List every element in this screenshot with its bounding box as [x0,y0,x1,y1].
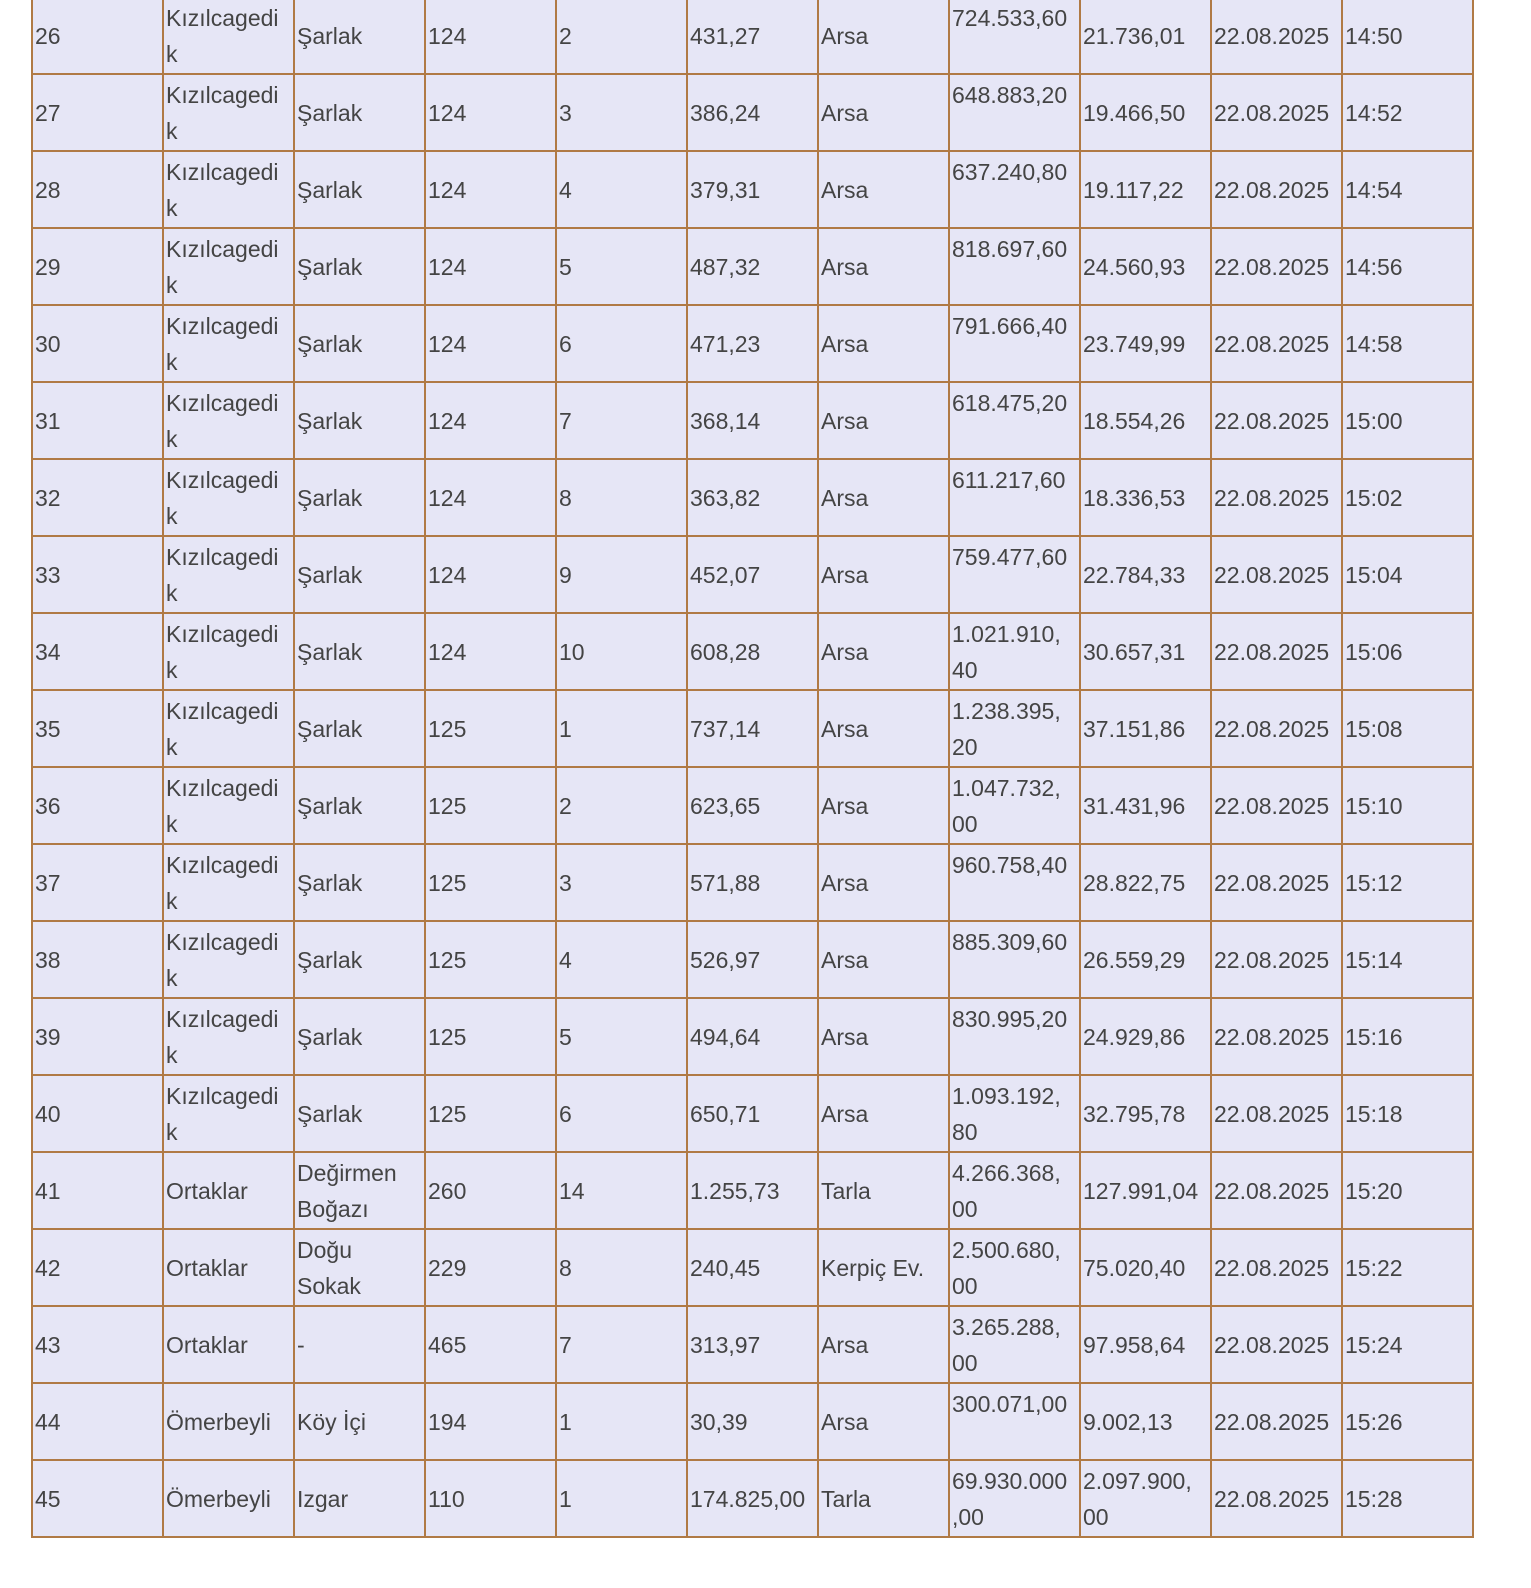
cell-deposit: 32.795,78 [1080,1075,1211,1152]
cell-area: 174.825,00 [687,1460,818,1537]
cell-neighborhood: Kızılcagedi k [163,151,294,228]
cell-neighborhood: Kızılcagedi k [163,536,294,613]
cell-row-number: 31 [32,382,163,459]
cell-estimated-value: 1.021.910, 40 [949,613,1080,690]
cell-time: 15:06 [1342,613,1473,690]
cell-time: 14:52 [1342,74,1473,151]
cell-parcel: 1 [556,1460,687,1537]
table-row [32,151,1473,228]
cell-estimated-value: 1.238.395, 20 [949,690,1080,767]
table-row [32,536,1473,613]
cell-area: 737,14 [687,690,818,767]
cell-date: 22.08.2025 [1211,536,1342,613]
cell-date: 22.08.2025 [1211,1306,1342,1383]
cell-row-number: 29 [32,228,163,305]
cell-time: 15:12 [1342,844,1473,921]
cell-area: 471,23 [687,305,818,382]
cell-row-number: 27 [32,74,163,151]
cell-date: 22.08.2025 [1211,459,1342,536]
cell-block: 124 [425,382,556,459]
cell-block: 125 [425,690,556,767]
cell-neighborhood: Kızılcagedi k [163,844,294,921]
cell-block: 124 [425,536,556,613]
cell-deposit: 97.958,64 [1080,1306,1211,1383]
table-body [32,0,1473,1537]
cell-parcel: 5 [556,998,687,1075]
cell-block: 260 [425,1152,556,1229]
cell-estimated-value: 1.093.192, 80 [949,1075,1080,1152]
cell-row-number: 40 [32,1075,163,1152]
cell-property-type: Arsa [818,228,949,305]
cell-estimated-value: 818.697,60 [949,228,1080,305]
cell-row-number: 33 [32,536,163,613]
cell-time: 15:22 [1342,1229,1473,1306]
cell-neighborhood: Kızılcagedi k [163,228,294,305]
cell-deposit: 31.431,96 [1080,767,1211,844]
cell-parcel: 1 [556,690,687,767]
cell-property-type: Arsa [818,382,949,459]
cell-parcel: 7 [556,1306,687,1383]
cell-area: 608,28 [687,613,818,690]
cell-date: 22.08.2025 [1211,1229,1342,1306]
table-row [32,998,1473,1075]
cell-locality: Şarlak [294,151,425,228]
cell-date: 22.08.2025 [1211,1383,1342,1460]
table-row [32,305,1473,382]
cell-property-type: Arsa [818,1383,949,1460]
cell-property-type: Arsa [818,690,949,767]
cell-time: 14:54 [1342,151,1473,228]
cell-deposit: 24.560,93 [1080,228,1211,305]
cell-neighborhood: Kızılcagedi k [163,1075,294,1152]
cell-area: 240,45 [687,1229,818,1306]
cell-area: 487,32 [687,228,818,305]
cell-block: 124 [425,151,556,228]
cell-parcel: 1 [556,1383,687,1460]
cell-date: 22.08.2025 [1211,382,1342,459]
cell-block: 125 [425,1075,556,1152]
cell-property-type: Arsa [818,921,949,998]
cell-parcel: 10 [556,613,687,690]
cell-neighborhood: Kızılcagedi k [163,305,294,382]
table-row [32,228,1473,305]
cell-estimated-value: 830.995,20 [949,998,1080,1075]
cell-block: 124 [425,459,556,536]
cell-estimated-value: 791.666,40 [949,305,1080,382]
cell-estimated-value: 759.477,60 [949,536,1080,613]
cell-row-number: 45 [32,1460,163,1537]
cell-row-number: 35 [32,690,163,767]
cell-locality: Şarlak [294,536,425,613]
cell-time: 15:26 [1342,1383,1473,1460]
cell-neighborhood: Ortaklar [163,1229,294,1306]
cell-property-type: Arsa [818,613,949,690]
cell-neighborhood: Ömerbeyli [163,1460,294,1537]
cell-area: 379,31 [687,151,818,228]
cell-block: 229 [425,1229,556,1306]
cell-time: 14:58 [1342,305,1473,382]
cell-time: 14:56 [1342,228,1473,305]
cell-time: 15:04 [1342,536,1473,613]
cell-deposit: 2.097.900, 00 [1080,1460,1211,1537]
cell-locality: Şarlak [294,459,425,536]
cell-row-number: 37 [32,844,163,921]
cell-deposit: 22.784,33 [1080,536,1211,613]
cell-locality: Şarlak [294,844,425,921]
cell-deposit: 21.736,01 [1080,0,1211,74]
table-row [32,1075,1473,1152]
cell-row-number: 30 [32,305,163,382]
cell-block: 125 [425,767,556,844]
cell-parcel: 6 [556,305,687,382]
cell-property-type: Arsa [818,151,949,228]
cell-block: 124 [425,613,556,690]
cell-neighborhood: Ortaklar [163,1152,294,1229]
cell-estimated-value: 611.217,60 [949,459,1080,536]
cell-property-type: Kerpiç Ev. [818,1229,949,1306]
cell-deposit: 30.657,31 [1080,613,1211,690]
cell-area: 571,88 [687,844,818,921]
cell-date: 22.08.2025 [1211,998,1342,1075]
cell-date: 22.08.2025 [1211,844,1342,921]
cell-neighborhood: Kızılcagedi k [163,767,294,844]
cell-property-type: Arsa [818,536,949,613]
cell-area: 623,65 [687,767,818,844]
cell-deposit: 19.466,50 [1080,74,1211,151]
table-row [32,921,1473,998]
cell-block: 125 [425,921,556,998]
cell-estimated-value: 960.758,40 [949,844,1080,921]
cell-neighborhood: Kızılcagedi k [163,921,294,998]
cell-estimated-value: 4.266.368, 00 [949,1152,1080,1229]
cell-deposit: 19.117,22 [1080,151,1211,228]
cell-estimated-value: 648.883,20 [949,74,1080,151]
cell-locality: Doğu Sokak [294,1229,425,1306]
cell-block: 124 [425,0,556,74]
cell-locality: Şarlak [294,613,425,690]
cell-block: 125 [425,998,556,1075]
cell-block: 110 [425,1460,556,1537]
cell-parcel: 9 [556,536,687,613]
cell-area: 30,39 [687,1383,818,1460]
cell-neighborhood: Kızılcagedi k [163,0,294,74]
cell-time: 14:50 [1342,0,1473,74]
cell-parcel: 14 [556,1152,687,1229]
table-row [32,1229,1473,1306]
cell-parcel: 8 [556,1229,687,1306]
table-row [32,844,1473,921]
cell-area: 368,14 [687,382,818,459]
cell-deposit: 23.749,99 [1080,305,1211,382]
cell-date: 22.08.2025 [1211,1152,1342,1229]
cell-locality: Şarlak [294,74,425,151]
cell-property-type: Arsa [818,305,949,382]
cell-deposit: 9.002,13 [1080,1383,1211,1460]
cell-time: 15:00 [1342,382,1473,459]
cell-property-type: Arsa [818,74,949,151]
cell-deposit: 18.336,53 [1080,459,1211,536]
cell-property-type: Arsa [818,0,949,74]
cell-area: 363,82 [687,459,818,536]
table-row [32,1152,1473,1229]
cell-locality: - [294,1306,425,1383]
cell-date: 22.08.2025 [1211,1075,1342,1152]
cell-estimated-value: 885.309,60 [949,921,1080,998]
cell-property-type: Arsa [818,767,949,844]
cell-locality: Şarlak [294,228,425,305]
cell-row-number: 43 [32,1306,163,1383]
cell-deposit: 18.554,26 [1080,382,1211,459]
cell-locality: Şarlak [294,305,425,382]
cell-parcel: 2 [556,0,687,74]
cell-date: 22.08.2025 [1211,0,1342,74]
cell-parcel: 7 [556,382,687,459]
cell-estimated-value: 300.071,00 [949,1383,1080,1460]
cell-locality: Şarlak [294,0,425,74]
cell-deposit: 75.020,40 [1080,1229,1211,1306]
cell-area: 452,07 [687,536,818,613]
cell-neighborhood: Kızılcagedi k [163,613,294,690]
cell-estimated-value: 1.047.732, 00 [949,767,1080,844]
cell-date: 22.08.2025 [1211,151,1342,228]
cell-neighborhood: Ortaklar [163,1306,294,1383]
cell-locality: Köy İçi [294,1383,425,1460]
cell-parcel: 4 [556,151,687,228]
cell-row-number: 32 [32,459,163,536]
cell-parcel: 6 [556,1075,687,1152]
cell-block: 194 [425,1383,556,1460]
cell-row-number: 28 [32,151,163,228]
cell-block: 124 [425,228,556,305]
table-row [32,1306,1473,1383]
cell-estimated-value: 618.475,20 [949,382,1080,459]
cell-area: 431,27 [687,0,818,74]
cell-time: 15:20 [1342,1152,1473,1229]
table-row [32,690,1473,767]
table-row [32,767,1473,844]
cell-property-type: Arsa [818,998,949,1075]
cell-area: 386,24 [687,74,818,151]
cell-row-number: 26 [32,0,163,74]
cell-block: 124 [425,305,556,382]
cell-deposit: 127.991,04 [1080,1152,1211,1229]
cell-area: 526,97 [687,921,818,998]
cell-date: 22.08.2025 [1211,228,1342,305]
table-row [32,382,1473,459]
cell-time: 15:10 [1342,767,1473,844]
cell-row-number: 38 [32,921,163,998]
cell-neighborhood: Kızılcagedi k [163,74,294,151]
cell-deposit: 37.151,86 [1080,690,1211,767]
cell-time: 15:24 [1342,1306,1473,1383]
cell-time: 15:16 [1342,998,1473,1075]
cell-row-number: 39 [32,998,163,1075]
cell-locality: Şarlak [294,921,425,998]
cell-block: 465 [425,1306,556,1383]
cell-locality: Şarlak [294,382,425,459]
table-row [32,0,1473,74]
cell-row-number: 42 [32,1229,163,1306]
cell-time: 15:18 [1342,1075,1473,1152]
cell-deposit: 24.929,86 [1080,998,1211,1075]
cell-locality: Şarlak [294,998,425,1075]
cell-deposit: 28.822,75 [1080,844,1211,921]
cell-property-type: Tarla [818,1152,949,1229]
cell-row-number: 44 [32,1383,163,1460]
cell-locality: Izgar [294,1460,425,1537]
cell-date: 22.08.2025 [1211,74,1342,151]
cell-block: 125 [425,844,556,921]
cell-parcel: 3 [556,74,687,151]
table-row [32,1460,1473,1537]
table-row [32,459,1473,536]
cell-neighborhood: Kızılcagedi k [163,459,294,536]
cell-parcel: 3 [556,844,687,921]
cell-locality: Şarlak [294,690,425,767]
cell-time: 15:02 [1342,459,1473,536]
cell-neighborhood: Kızılcagedi k [163,382,294,459]
cell-neighborhood: Ömerbeyli [163,1383,294,1460]
cell-property-type: Arsa [818,459,949,536]
cell-parcel: 4 [556,921,687,998]
cell-estimated-value: 637.240,80 [949,151,1080,228]
cell-locality: Şarlak [294,767,425,844]
cell-property-type: Arsa [818,1306,949,1383]
cell-date: 22.08.2025 [1211,921,1342,998]
auction-table-container [31,0,1474,1538]
cell-property-type: Tarla [818,1460,949,1537]
cell-parcel: 2 [556,767,687,844]
cell-parcel: 5 [556,228,687,305]
table-row [32,1383,1473,1460]
cell-row-number: 34 [32,613,163,690]
table-row [32,74,1473,151]
cell-date: 22.08.2025 [1211,767,1342,844]
cell-area: 1.255,73 [687,1152,818,1229]
cell-estimated-value: 3.265.288, 00 [949,1306,1080,1383]
cell-neighborhood: Kızılcagedi k [163,998,294,1075]
auction-table [31,0,1474,1538]
cell-estimated-value: 2.500.680, 00 [949,1229,1080,1306]
cell-locality: Değirmen Boğazı [294,1152,425,1229]
cell-date: 22.08.2025 [1211,305,1342,382]
cell-estimated-value: 724.533,60 [949,0,1080,74]
cell-estimated-value: 69.930.000 ,00 [949,1460,1080,1537]
cell-area: 313,97 [687,1306,818,1383]
cell-property-type: Arsa [818,1075,949,1152]
cell-deposit: 26.559,29 [1080,921,1211,998]
cell-row-number: 36 [32,767,163,844]
cell-parcel: 8 [556,459,687,536]
cell-date: 22.08.2025 [1211,613,1342,690]
cell-locality: Şarlak [294,1075,425,1152]
cell-area: 494,64 [687,998,818,1075]
cell-neighborhood: Kızılcagedi k [163,690,294,767]
cell-property-type: Arsa [818,844,949,921]
cell-row-number: 41 [32,1152,163,1229]
table-row [32,613,1473,690]
cell-time: 15:14 [1342,921,1473,998]
cell-area: 650,71 [687,1075,818,1152]
cell-date: 22.08.2025 [1211,690,1342,767]
cell-time: 15:08 [1342,690,1473,767]
cell-date: 22.08.2025 [1211,1460,1342,1537]
cell-time: 15:28 [1342,1460,1473,1537]
cell-block: 124 [425,74,556,151]
